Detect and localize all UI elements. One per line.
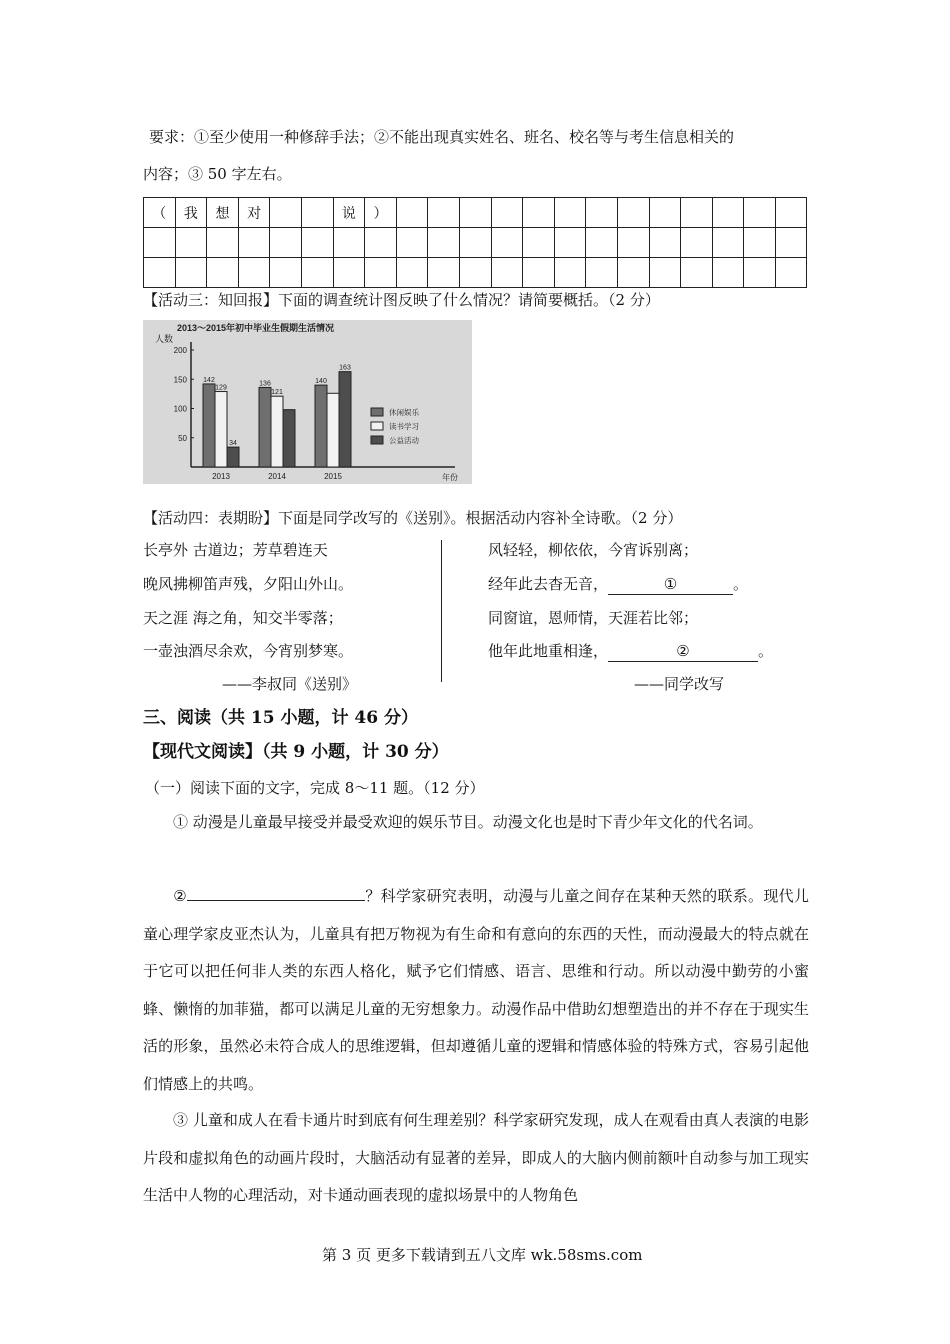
grid-cell[interactable] [775,198,807,228]
poem-right-line-3: 同窗谊，恩师情，天涯若比邻； [488,609,699,627]
grid-cell[interactable] [649,198,681,228]
bar-value-label: 129 [215,384,227,392]
grid-cell[interactable] [396,228,428,258]
grid-cell[interactable] [649,258,681,288]
poem-blank-1[interactable]: ① [608,574,733,595]
grid-cell[interactable]: ） [365,198,397,228]
grid-cell[interactable] [491,198,523,228]
requirement-line-1: 要求：①至少使用一种修辞手法；②不能出现真实姓名、班名、校名等与考生信息相关的 [149,128,735,146]
poem-right-credit: ——同学改写 [634,675,725,693]
grid-cell[interactable] [238,228,270,258]
bar-value-label: 136 [259,380,271,388]
bar [259,387,271,467]
bar [215,392,227,467]
y-tick-label: 50 [178,433,187,443]
grid-cell[interactable] [554,258,586,288]
y-axis-label: 人数 [155,334,174,344]
grid-cell[interactable]: 我 [175,198,207,228]
grid-cell[interactable]: （ [144,198,176,228]
poem-right-line-4-end: 。 [758,642,774,660]
poem-right-line-4-text: 他年此地重相逢， [488,642,609,660]
part-1-intro: （一）阅读下面的文字，完成 8～11 题。（12 分） [145,779,485,797]
grid-cell[interactable] [175,228,207,258]
legend-swatch [371,436,383,444]
legend-label: 休闲娱乐 [389,408,419,417]
grid-cell[interactable] [775,228,807,258]
bar-value-label: 142 [203,376,215,384]
activity-3-prompt: 【活动三：知回报】下面的调查统计图反映了什么情况？请简要概括。（2 分） [143,291,660,309]
grid-cell[interactable]: 说 [333,198,365,228]
grid-cell[interactable]: 想 [207,198,239,228]
survey-bar-chart [143,320,472,484]
grid-cell[interactable] [523,258,555,288]
bar-value-label: 121 [271,389,283,397]
y-tick-label: 200 [173,346,187,355]
grid-cell[interactable] [207,258,239,288]
grid-cell[interactable] [207,228,239,258]
grid-cell[interactable] [775,258,807,288]
grid-cell[interactable] [712,198,744,228]
grid-cell[interactable] [333,228,365,258]
grid-cell[interactable] [617,228,649,258]
poem-right-line-1: 风轻轻，柳依依，今宵诉别离； [488,541,699,559]
paragraph-2 [143,878,809,1103]
legend-label: 读书学习 [389,422,419,431]
grid-cell[interactable] [428,258,460,288]
paragraph-2-mark: ② [173,887,188,905]
grid-cell[interactable] [365,228,397,258]
poem-divider [441,540,442,682]
poem-right-line-4 [488,641,773,662]
y-tick-label: 100 [173,404,187,414]
grid-cell[interactable] [333,258,365,288]
poem-blank-2[interactable]: ② [608,641,758,662]
paragraph-2-blank[interactable] [187,900,365,901]
grid-cell[interactable] [617,198,649,228]
legend-swatch [371,422,383,430]
grid-cell[interactable] [523,228,555,258]
activity-4-prompt: 【活动四：表期盼】下面是同学改写的《送别》。根据活动内容补全诗歌。（2 分） [143,509,683,527]
grid-cell[interactable] [681,228,713,258]
legend-swatch [371,408,383,416]
grid-cell[interactable] [491,258,523,288]
grid-cell[interactable] [744,258,776,288]
grid-cell[interactable] [617,258,649,288]
bar [315,385,327,467]
grid-cell[interactable] [144,228,176,258]
grid-cell[interactable] [301,198,333,228]
grid-cell[interactable]: 对 [238,198,270,228]
grid-cell[interactable] [301,258,333,288]
paragraph-2-rest: 现代儿童心理学家皮亚杰认为，儿童具有把万物视为有生命和有意向的东西的天性，而动漫最大的特点就在于它可以把任何非人类的东西人格化，赋予它们情感、语言、思维和行动。所以动漫中勤劳的小蜜蜂、懒惰的加菲猫，都可以满足儿童的无穷想象力。动漫作品中借助幻想塑造出的并不存在于现实生活的形象，虽然必未符合成人的思维逻辑，但却遵循儿童的逻辑和情感体验的特殊方式，容易引起他们情感上的共鸣。 [143,887,809,1093]
grid-cell[interactable] [428,228,460,258]
x-tick-label: 2014 [268,472,286,481]
x-tick-label: 2013 [212,472,230,481]
grid-cell[interactable] [491,228,523,258]
bar-value-label: 34 [229,440,237,448]
grid-cell[interactable] [712,258,744,288]
grid-row-3[interactable] [144,258,807,288]
poem-left-line-4: 一壶浊酒尽余欢，今宵别梦寒。 [143,642,354,660]
grid-cell[interactable] [459,228,491,258]
y-tick-label: 150 [173,375,187,385]
writing-grid [143,197,807,288]
paragraph-3: ③ 儿童和成人在看卡通片时到底有何生理差别？科学家研究发现，成人在观看由真人表演的电影片段和虚拟角色的动画片段时，大脑活动有显著的差异，即成人的大脑内侧前额叶自动参与加工现实生活中人物的心理活动，对卡通动画表现的虚拟场景中的人物角色 [143,1111,809,1204]
grid-cell[interactable] [744,228,776,258]
grid-cell[interactable] [523,198,555,228]
paragraph-2-first-sentence: ？科学家研究表明，动漫与儿童之间存在某种天然的联系。 [365,887,764,905]
grid-cell[interactable] [270,258,302,288]
bar [339,372,351,467]
grid-cell[interactable] [270,228,302,258]
x-tick-label: 2015 [324,472,342,481]
grid-cell[interactable] [712,228,744,258]
grid-cell[interactable] [238,258,270,288]
grid-cell[interactable] [459,198,491,228]
grid-cell[interactable] [144,258,176,288]
poem-left-line-1: 长亭外 古道边；芳草碧连天 [143,541,328,559]
poem-right-line-2 [488,574,748,595]
legend-label: 公益活动 [389,436,419,445]
grid-cell[interactable] [459,258,491,288]
paragraph-1: ① 动漫是儿童最早接受并最受欢迎的娱乐节目。动漫文化也是时下青少年文化的代名词。 [173,813,763,831]
grid-cell[interactable] [586,198,618,228]
grid-cell[interactable] [396,258,428,288]
grid-cell[interactable] [301,228,333,258]
bar [327,393,339,467]
poem-right-line-2-end: 。 [733,575,749,593]
poem-left-line-2: 晚风拂柳笛声残，夕阳山外山。 [143,575,354,593]
grid-cell[interactable] [681,258,713,288]
requirement-line-2: 内容；③ 50 字左右。 [143,165,292,183]
bar-value-label: 140 [315,378,327,386]
poem-left-credit: ——李叔同《送别》 [222,675,358,693]
grid-cell[interactable] [365,258,397,288]
grid-cell[interactable] [744,198,776,228]
x-axis-label: 年份 [442,473,458,482]
chart-title: 2013～2015年初中毕业生假期生活情况 [177,323,335,333]
poem-left-line-3: 天之涯 海之角，知交半零落； [143,609,343,627]
poem-right-line-2-text: 经年此去杳无音， [488,575,609,593]
page-footer: 第 3 页 更多下载请到五八文库 wk.58sms.com [322,1246,643,1264]
grid-cell[interactable] [396,198,428,228]
bar [227,447,239,467]
grid-cell[interactable] [428,198,460,228]
bar [203,384,215,467]
grid-cell[interactable] [649,228,681,258]
grid-cell[interactable] [586,228,618,258]
survey-chart [143,320,472,484]
grid-cell[interactable] [681,198,713,228]
bar-value-label: 163 [339,364,351,372]
grid-cell[interactable] [554,198,586,228]
grid-cell[interactable] [586,258,618,288]
grid-row-1 [144,198,807,228]
grid-cell[interactable] [554,228,586,258]
section-3-heading: 三、阅读（共 15 小题，计 46 分） [143,708,418,728]
bar [271,396,283,467]
grid-cell[interactable] [175,258,207,288]
modern-reading-heading: 【现代文阅读】（共 9 小题，计 30 分） [143,742,449,762]
grid-row-2[interactable] [144,228,807,258]
grid-cell[interactable] [270,198,302,228]
bar [283,410,295,467]
